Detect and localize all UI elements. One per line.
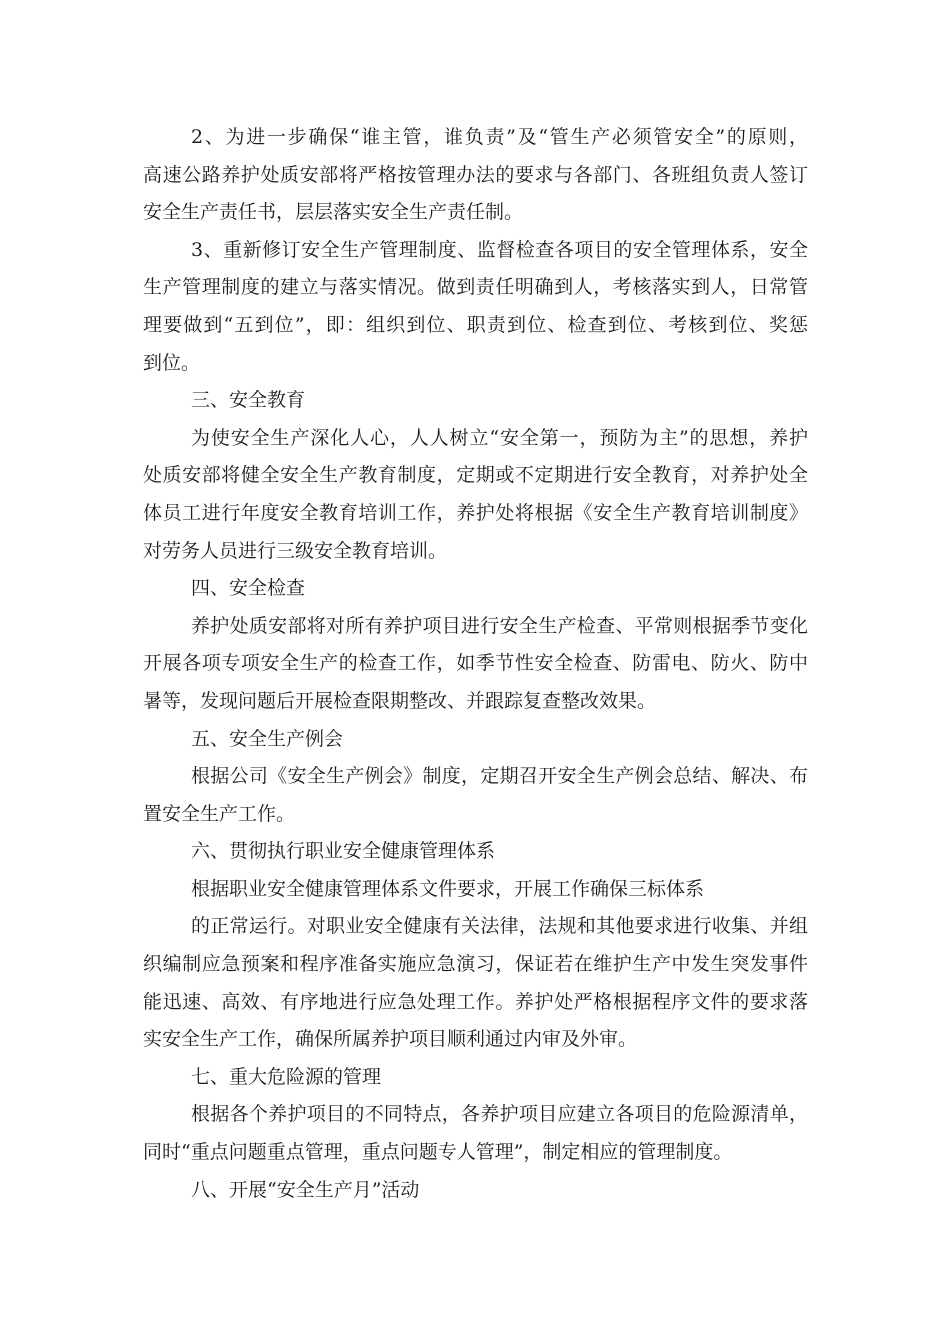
paragraph-line: 到位。 [143,351,201,374]
paragraph-line: 八、开展“安全生产月”活动 [191,1178,420,1201]
document-body [143,119,808,1209]
paragraph-line: 织编制应急预案和程序准备实施应急演习，保证若在维护生产中发生突发事件 [143,953,808,976]
paragraph-line: 六、贯彻执行职业安全健康管理体系 [191,840,496,863]
paragraph-line: 养护处质安部将对所有养护项目进行安全生产检查、平常则根据季节变化 [191,614,808,637]
paragraph-line: 2、为进一步确保“谁主管，谁负责”及“管生产必须管安全”的原则， [191,126,808,148]
paragraph-line: 对劳务人员进行三级安全教育培训。 [143,539,448,562]
paragraph-line: 暑等，发现问题后开展检查限期整改、并跟踪复查整改效果。 [143,689,657,712]
paragraph-line: 置安全生产工作。 [143,802,296,825]
paragraph-line: 根据公司《安全生产例会》制度，定期召开安全生产例会总结、解决、布 [191,765,808,788]
paragraph-line: 体员工进行年度安全教育培训工作，养护处将根据《安全生产教育培训制度》 [143,501,808,524]
paragraph-line: 为使安全生产深化人心，人人树立“安全第一，预防为主”的思想，养护 [191,426,808,449]
paragraph-line: 生产管理制度的建立与落实情况。做到责任明确到人，考核落实到人，日常管 [143,276,808,299]
paragraph-line: 根据各个养护项目的不同特点，各养护项目应建立各项目的危险源清单， [191,1103,808,1126]
paragraph-line: 的正常运行。对职业安全健康有关法律，法规和其他要求进行收集、并组 [191,915,808,938]
paragraph-line: 三、安全教育 [191,389,306,412]
paragraph-line: 根据职业安全健康管理体系文件要求，开展工作确保三标体系 [191,877,705,900]
paragraph-line: 同时“重点问题重点管理，重点问题专人管理”，制定相应的管理制度。 [143,1141,733,1164]
paragraph-line: 理要做到“五到位”，即：组织到位、职责到位、检查到位、考核到位、奖惩 [143,313,808,336]
paragraph-line: 七、重大危险源的管理 [191,1065,382,1088]
paragraph-line: 处质安部将健全安全生产教育制度，定期或不定期进行安全教育，对养护处全 [143,464,808,487]
paragraph-line: 开展各项专项安全生产的检查工作，如季节性安全检查、防雷电、防火、防中 [143,652,808,675]
paragraph-line: 四、安全检查 [191,577,306,600]
paragraph-line: 安全生产责任书，层层落实安全生产责任制。 [143,201,524,224]
paragraph-line: 能迅速、高效、有序地进行应急处理工作。养护处严格根据程序文件的要求落 [143,990,808,1013]
paragraph-line: 五、安全生产例会 [191,727,344,750]
paragraph-line: 实安全生产工作，确保所属养护项目顺利通过内审及外审。 [143,1028,638,1051]
paragraph-line: 3、重新修订安全生产管理制度、监督检查各项目的安全管理体系，安全 [191,238,808,261]
paragraph-line: 高速公路养护处质安部将严格按管理办法的要求与各部门、各班组负责人签订 [143,163,808,186]
